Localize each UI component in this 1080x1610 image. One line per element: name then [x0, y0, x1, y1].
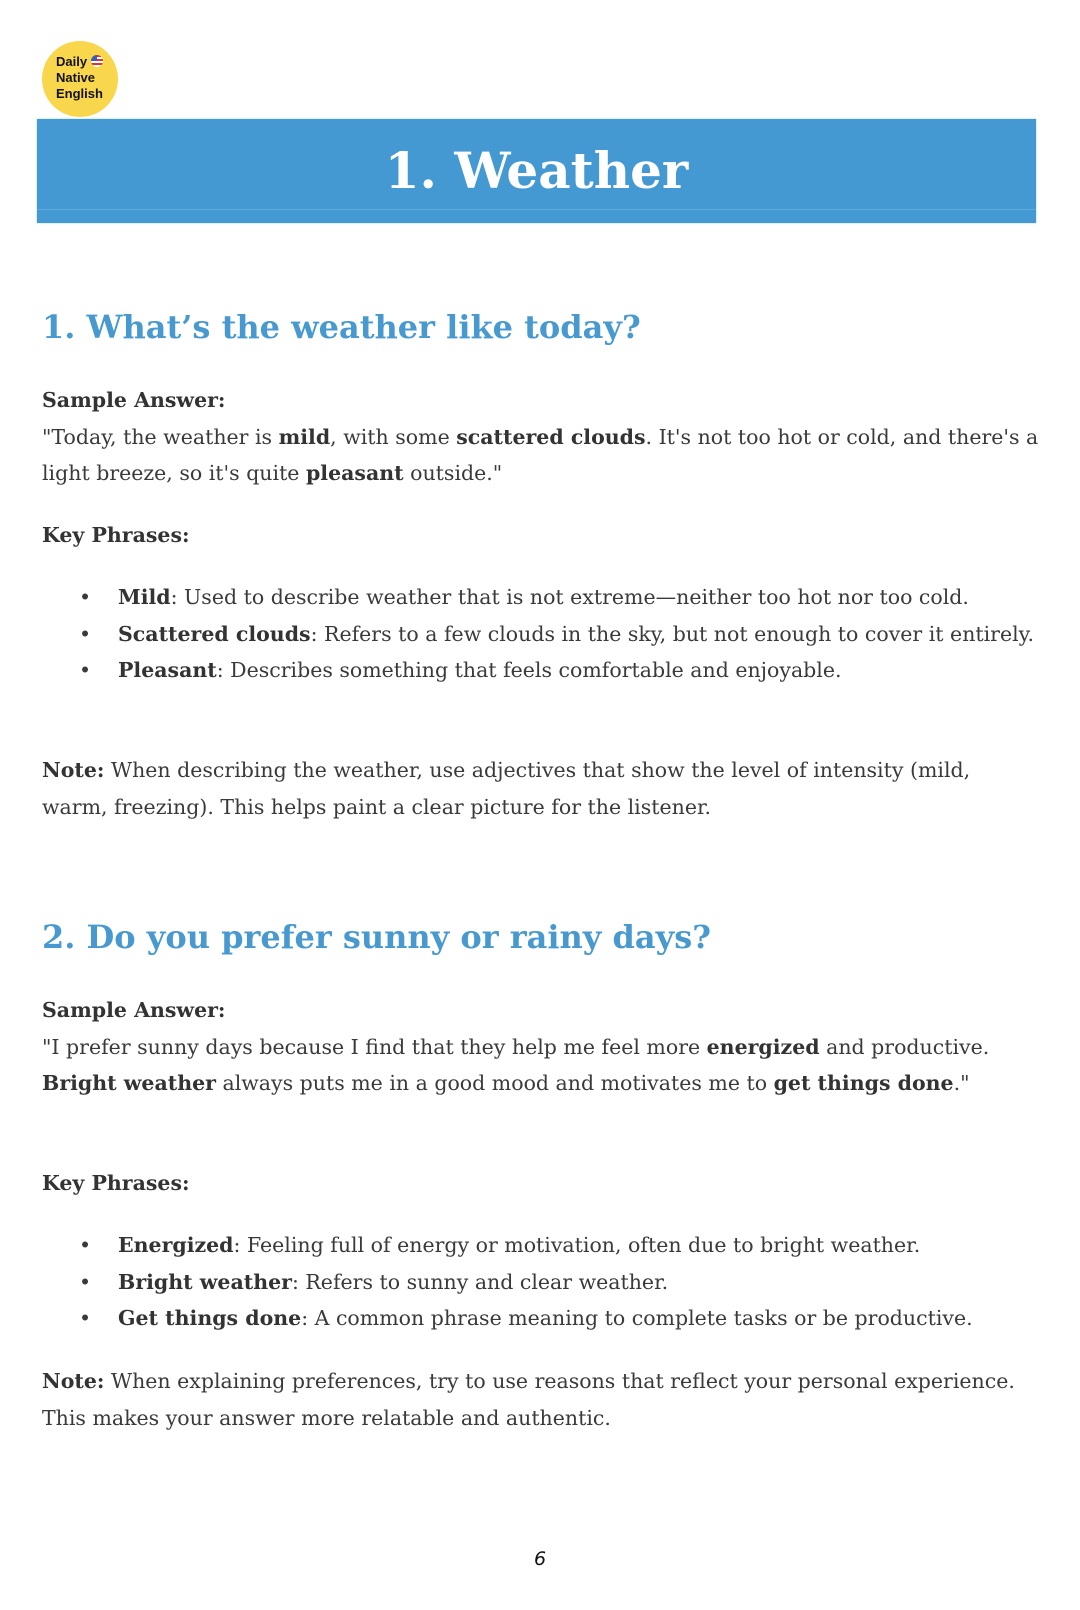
logo-text: Native [56, 70, 96, 85]
highlighted-phrase: energized [706, 1034, 820, 1059]
phrase-term: Scattered clouds [118, 621, 311, 646]
phrase-term: Bright weather [118, 1269, 292, 1294]
highlighted-phrase: Bright weather [42, 1071, 216, 1095]
text-segment: "Today, the weather is [42, 424, 279, 449]
question-heading: 1. What’s the weather like today? [42, 308, 641, 346]
key-phrases-list [42, 579, 1042, 689]
key-phrases-label: Key Phrases: [42, 1171, 190, 1195]
banner-divider [37, 209, 1036, 210]
text-segment: outside." [403, 461, 503, 485]
us-flag-icon [91, 55, 103, 67]
list-item [42, 1227, 1042, 1264]
phrase-definition: : Describes something that feels comfortable and enjoyable. [216, 658, 842, 682]
question-heading: 2. Do you prefer sunny or rainy days? [42, 918, 711, 956]
key-phrases-label: Key Phrases: [42, 523, 190, 547]
sample-answer [42, 382, 1042, 492]
chapter-title: 1. Weather [384, 141, 689, 200]
text-segment: and productive. [819, 1034, 990, 1059]
phrase-definition: : Refers to a few clouds in the sky, but not enough to cover it entirely. [310, 621, 1035, 646]
phrase-term: Get things done [118, 1306, 302, 1330]
page-number: 6 [533, 1548, 547, 1570]
highlighted-phrase: mild [278, 424, 331, 449]
note [42, 1363, 1042, 1436]
list-item [42, 579, 1042, 616]
daily-native-english-logo [42, 41, 118, 117]
key-phrases-list [42, 1227, 1042, 1337]
sample-answer [42, 992, 1042, 1102]
list-item [42, 1300, 1042, 1337]
sample-answer-label: Sample Answer: [42, 998, 226, 1022]
note-label: Note: [42, 758, 105, 782]
logo-text: Daily [56, 54, 88, 69]
list-item [42, 652, 1042, 689]
phrase-term: Mild [118, 585, 171, 609]
chapter-banner [37, 119, 1036, 223]
text-segment: , with some [330, 424, 457, 449]
sample-answer-text [42, 425, 1038, 486]
highlighted-phrase: pleasant [305, 461, 404, 485]
phrase-definition: : Refers to sunny and clear weather. [291, 1269, 669, 1294]
text-segment: . It's not too hot or cold, and there's a light breeze, so it's quite [42, 424, 1039, 485]
text-segment: "I prefer sunny days because I find that they help me feel more [42, 1034, 707, 1059]
phrase-term: Pleasant [118, 658, 217, 682]
sample-answer-text [42, 1035, 989, 1096]
phrase-definition: : Used to describe weather that is not extreme—neither too hot nor too cold. [170, 585, 969, 609]
note-text: When explaining preferences, try to use reasons that reflect your personal experience. This makes your answer more relatable and authentic. [42, 1369, 1015, 1430]
highlighted-phrase: get things done [773, 1071, 954, 1095]
phrase-term: Energized [118, 1233, 234, 1257]
list-item [42, 1264, 1042, 1301]
list-item [42, 616, 1042, 653]
text-segment: ." [953, 1071, 970, 1095]
text-segment: always puts me in a good mood and motivates me to [215, 1071, 774, 1095]
note-label: Note: [42, 1369, 105, 1393]
note [42, 752, 1042, 825]
highlighted-phrase: scattered clouds [456, 424, 646, 449]
sample-answer-label: Sample Answer: [42, 388, 226, 412]
phrase-definition: : A common phrase meaning to complete tasks or be productive. [301, 1306, 973, 1330]
logo-text: English [56, 86, 103, 101]
note-text: When describing the weather, use adjectives that show the level of intensity (mild, warm, freezing). This helps paint a clear picture for the listener. [42, 758, 971, 819]
phrase-definition: : Feeling full of energy or motivation, often due to bright weather. [233, 1233, 921, 1257]
